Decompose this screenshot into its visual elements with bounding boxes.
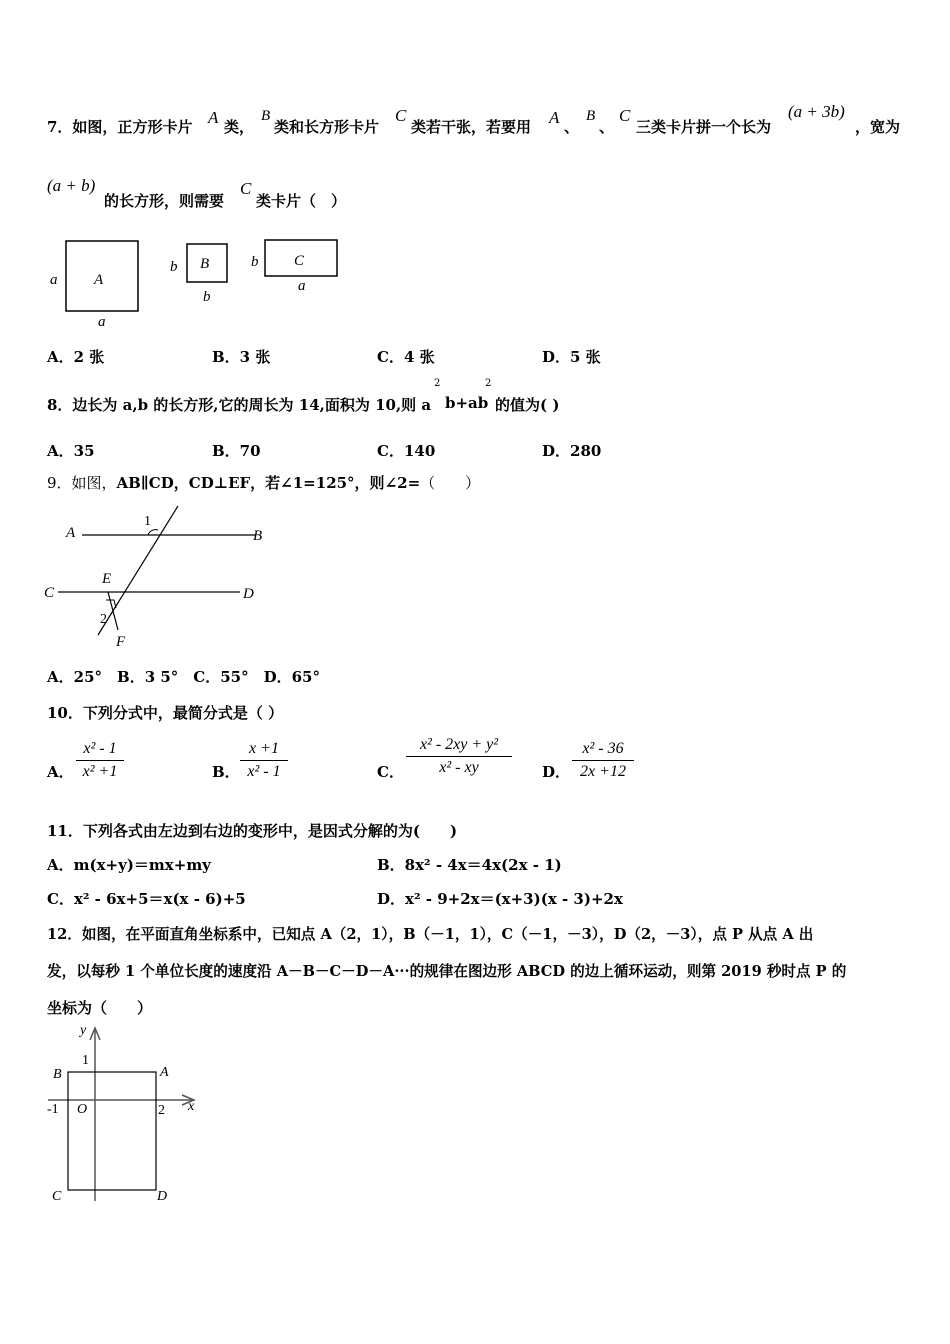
q10-option-d-den: 2x +12: [580, 763, 626, 780]
point-c-label: C: [52, 1189, 62, 1204]
q9-text: [47, 472, 480, 493]
q8-sup2: 2: [485, 378, 492, 389]
line-ef: [108, 592, 118, 630]
label-c: C: [44, 585, 55, 601]
q10-option-a-den: x² +1: [82, 763, 118, 780]
q10-option-b-num: x +1: [240, 740, 288, 761]
point-b-label: B: [53, 1067, 62, 1082]
q10-option-c-num: x² - 2xy + y²: [406, 736, 512, 757]
q8-text-c: 的值为( ): [495, 396, 560, 414]
q12-line1: 12．如图，在平面直角坐标系中，已知点 A（2，1），B（－1，1），C（－1，－3），D（2，－3），点 P 从点 A 出: [47, 926, 814, 943]
label-a: A: [66, 525, 76, 541]
q7-var-c: C: [395, 106, 407, 125]
q10-option-d-num: x² - 36: [572, 740, 634, 761]
q11-option-b[interactable]: B．8x² - 4x＝4x(2x - 1): [377, 856, 562, 874]
q7-sep1: 、: [564, 118, 580, 136]
q7-var-c2: C: [619, 106, 631, 125]
q10-option-b-fraction: [240, 740, 288, 781]
q7-line1-e: ，宽为: [855, 118, 901, 136]
q7-sep2: 、: [599, 118, 615, 136]
q7-card-figure: [40, 232, 350, 332]
q8-text-a: 8．边长为 a,b 的长方形,它的周长为 14,面积为 10,则 a: [47, 396, 432, 414]
tick-label-1: 1: [82, 1053, 89, 1068]
q7-var-c3: C: [240, 179, 252, 198]
q10-text: 10．下列分式中，最简分式是（ ）: [47, 704, 284, 722]
q7-option-a[interactable]: A．2 张: [47, 348, 105, 366]
label-f: F: [116, 634, 126, 650]
q7-var-a: A: [208, 108, 219, 127]
q7-line2-a: 的长方形，则需要: [104, 192, 225, 210]
label-d: D: [243, 586, 254, 602]
tick-label-2: 2: [158, 1103, 165, 1118]
card-c-side-bottom: a: [298, 278, 306, 294]
q12-line3: 坐标为（ ）: [47, 999, 153, 1017]
q7-option-b[interactable]: B．3 张: [212, 348, 271, 366]
q7-var-b: B: [261, 108, 271, 124]
q10-option-d-label[interactable]: D．: [542, 763, 571, 781]
q10-option-c-label[interactable]: C．: [377, 763, 404, 781]
q8-text-b: b+ab: [445, 394, 489, 412]
label-angle2: 2: [100, 612, 107, 627]
q9-options[interactable]: A．25° B．3 5° C．55° D．65°: [47, 668, 320, 686]
point-a-label: A: [160, 1065, 169, 1080]
axis-label-y: y: [80, 1023, 87, 1038]
card-b-side-left: b: [170, 259, 178, 275]
q8-option-d[interactable]: D．280: [542, 442, 602, 460]
q7-line1-d: 三类卡片拼一个长为: [636, 118, 772, 136]
label-e: E: [102, 571, 112, 587]
q11-option-d[interactable]: D．x² - 9+2x＝(x+3)(x - 3)+2x: [377, 890, 623, 908]
q9-prefix: 9．如图，: [47, 474, 117, 492]
q7-line1-start: 7．如图，正方形卡片: [47, 118, 193, 136]
q11-option-c[interactable]: C．x² - 6x+5＝x(x - 6)+5: [47, 890, 246, 908]
card-b-label: B: [200, 256, 210, 272]
q7-var-b2: B: [586, 108, 596, 124]
card-a-side-left: a: [50, 272, 58, 288]
q10-option-a-fraction: [76, 740, 124, 781]
angle1-arc: [148, 530, 158, 535]
q7-var-a2: A: [549, 108, 560, 127]
axis-label-x: x: [188, 1099, 195, 1114]
q11-option-a[interactable]: A．m(x+y)＝mx+my: [47, 856, 211, 874]
q10-option-d-fraction: [572, 740, 634, 781]
card-b-side-bottom: b: [203, 289, 211, 305]
q11-text: 11．下列各式由左边到右边的变形中，是因式分解的为( ): [47, 822, 458, 840]
label-angle1: 1: [144, 514, 151, 529]
rectangle-abcd: [68, 1072, 156, 1190]
q10-option-b-label[interactable]: B．: [212, 763, 240, 781]
q10-option-c-den: x² - xy: [439, 759, 479, 776]
q10-option-c-fraction: [406, 736, 512, 777]
origin-label: O: [77, 1102, 88, 1117]
q7-option-d[interactable]: D．5 张: [542, 348, 601, 366]
q7-line1-a: 类，: [224, 118, 255, 136]
q8-sup1: 2: [434, 378, 441, 389]
q7-width-expr: (a + b): [47, 176, 96, 195]
tick-label-neg1: -1: [47, 1102, 59, 1117]
point-d-label: D: [157, 1189, 168, 1204]
q12-coordinate-figure: [40, 1018, 210, 1208]
q10-option-a-label[interactable]: A．: [47, 763, 74, 781]
q7-line2-b: 类卡片（ ）: [256, 192, 347, 210]
card-c-side-left: b: [251, 254, 259, 270]
q8-option-a[interactable]: A．35: [47, 442, 95, 460]
q12-line2: 发，以每秒 1 个单位长度的速度沿 A－B－C－D－A···的规律在图边形 ABCD 的边上循环运动，则第 2019 秒时点 P 的: [47, 963, 847, 980]
q10-option-b-den: x² - 1: [247, 763, 281, 780]
q7-option-c[interactable]: C．4 张: [377, 348, 435, 366]
card-a-label: A: [94, 272, 104, 288]
q9-suffix: （ ）: [420, 474, 481, 492]
q8-option-c[interactable]: C．140: [377, 442, 436, 460]
q7-line1-b: 类和长方形卡片: [274, 118, 380, 136]
q9-parallel-lines-figure: [40, 500, 280, 655]
q7-line1-c: 类若干张，若要用: [411, 118, 532, 136]
card-a-side-bottom: a: [98, 314, 106, 330]
q10-option-a-num: x² - 1: [76, 740, 124, 761]
q8-option-b[interactable]: B．70: [212, 442, 261, 460]
card-c-label: C: [294, 253, 305, 269]
label-b: B: [253, 528, 263, 544]
q9-condition: AB∥CD，CD⊥EF，若∠1=125°，则∠2=: [116, 474, 421, 492]
q7-length-expr: (a + 3b): [788, 102, 845, 121]
